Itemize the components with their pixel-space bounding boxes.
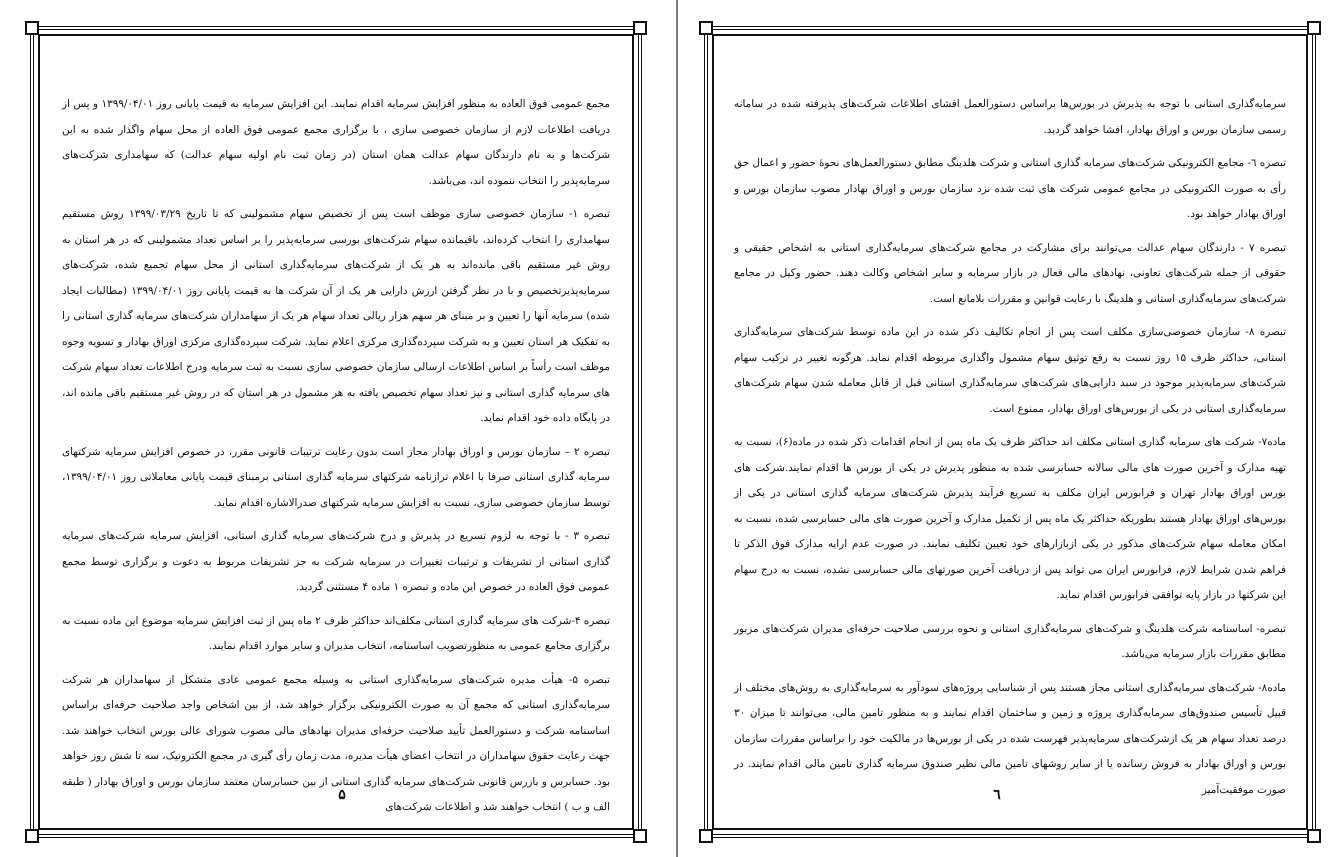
border-corner bbox=[633, 21, 647, 35]
border-corner bbox=[25, 829, 39, 843]
border-corner bbox=[699, 21, 713, 35]
page-number: ۵ bbox=[338, 787, 346, 803]
paragraph: تبصره ۵- هیأت مدیره شرکت‌های سرمایه‌گذاری استانی به وسیله مجمع عمومی عادی متشکل از سهامداران هر شرکت سرمایه‌گذاری استانی که مجمع آن به صورت الکترونیکی برگزار خواهد شد، از بین اشخاص واجد صلاحیت حرفه‌ای براساس اساسنامه شرکت و دستورالعمل تأیید صلاحیت حرفه‌ای مدیران نهادهای مالی مصوب شورای عالی بورس انتخاب خواهند شد. جهت رعایت حقوق سهامداران در انتخاب اعضای هیأت مدیره، مدت زمان رأی گیری در مجمع الکترونیک، سه تا شش روز خواهد بود. حسابرس و بازرس قانونی شرکت‌های سرمایه گذاری استانی از بین حسابرسان معتمد سازمان بورس و اوراق بهادار ( طبقه الف و ب ) انتخاب خواهند شد و اطلاعات شرکت‌های bbox=[62, 673, 610, 813]
border-corner bbox=[1307, 21, 1321, 35]
paragraph: تبصره ۳ - با توجه به لزوم تسریع در پذیرش و درج شرکت‌های سرمایه گذاری استانی، افزایش سرمایه شرکت‌های سرمایه گذاری استانی از تشریفات و ترتیبات تغییرات در سرمایه شرکت به جز تشریفات مربوط به دعوت و برگزاری توسط مجمع عمومی فوق العاده در خصوص این ماده و تبصره ۱ ماده ۴ مستثنی گردید. bbox=[62, 530, 610, 593]
paragraph: تبصره ۱- سازمان خصوصی سازی موظف است پس از تخصیص سهام مشمولینی که تا تاریخ ۱۳۹۹/۰۳/۲۹ روش مستقیم سهامداری را انتخاب کرده‌اند، باقیمانده سهام شرکت‌های بورسی سرمایه‌پذیر را بر اساس تعداد مشمولینی که در هر استان به روش غیر مستقیم باقی مانده‌اند به هر یک از شرکت‌های سرمایه‌گذاری استانی از محل سهام تجمیع شده، شرکت‌های سرمایه‌پذیرتخصیص و با در نظر گرفتن ارزش دارایی هر یک از آن شرکت ها به قیمت پایانی روز ۱۳۹۹/۰۴/۰۱ (مطالبات ایجاد شده) سرمایه آنها را تعیین و بر مبنای هر سهم هزار ریالی تعداد سهام هر یک از سهامداران شرکت‌های سرمایه گذاری استانی را به تفکیک هر استان تعیین و به شرکت سپرده‌گذاری مرکزی اعلام نماید. شرکت سپرده‌گذاری مرکزی اوراق بهادار و تسویه وجوه موظف است رأساً بر اساس اطلاعات ارسالی سازمان خصوصی سازی نسبت به ثبت سرمایه ودرج اطلاعات تعداد سهام شرکت های سرمایه گذاری استانی و نیز تعداد سهام تخصیص یافته به هر مشمول در هر استان که در روش غیر مستقیم باقی مانده اند، در پایگاه داده خود اقدام نماید. bbox=[62, 208, 610, 424]
page-number: ٦ bbox=[993, 787, 1001, 803]
border-corner bbox=[25, 21, 39, 35]
paragraph: تبصره ۷ - دارندگان سهام عدالت می‌توانند برای مشارکت در مجامع شرکت‌های سرمایه‌گذاری استانی به اشخاص حقیقی و حقوقی از جمله شرکت‌های تعاونی، نهادهای مالی فعال در بازار سرمایه و سایر اشخاص وکالت دهند. حضور وکیل در مجامع شرکت‌های سرمایه‌گذاری استانی و هلدینگ با رعایت قوانین و مقررات بلامانع است. bbox=[734, 241, 1286, 305]
right-page-text bbox=[734, 92, 1286, 811]
left-page-text bbox=[62, 92, 610, 829]
paragraph: مجمع عمومی فوق العاده به منظور افزایش سرمایه اقدام نمایند. این افزایش سرمایه به قیمت پایانی روز ۱۳۹۹/۰۴/۰۱ و پس از دریافت اطلاعات لازم از سازمان خصوصی سازی ، با برگزاری مجمع عمومی فوق العاده از محل سهام واگذار شده به این شرکت‌ها و به نام دارندگان سهام عدالت همان استان (در زمان ثبت نام اولیه سهام عدالت) که سهامداری شرکت‌های سرمایه‌پذیر را انتخاب ننموده اند، می‌باشد. bbox=[62, 98, 610, 187]
paragraph: ماده۷- شرکت های سرمایه گذاری استانی مکلف اند حداکثر ظرف یک ماه پس از انجام اقدامات ذکر شده در ماده(۶)، نسبت به تهیه مدارک و آخرین صورت های مالی سالانه حسابرسی شده به منظور پذیرش در یکی از بورس ها اقدام نمایند.شرکت های بورس اوراق بهادار تهران و فرابورس ایران مکلف به تسریع فرآیند پذیرش شرکت‌های سرمایه گذاری استانی در یکی از بورس‌های اوراق بهادار هستند بطوریکه حداکثر یک ماه پس از تکمیل مدارک و آخرین صورت های مالی حسابرسی شده، نسبت به امکان معامله سهام شرکت‌های مذکور در یکی ازبازارهای خود تعیین تکلیف نمایند. در صورت عدم ارایه مدارک فوق الذکر تا فراهم شدن شرایط لازم، فرابورس ایران می تواند پس از دریافت آخرین صورتهای مالی حسابرسی نشده، نسبت به درج سهام این شرکتها در بازار پایه توافقی فرابورس اقدام نماید. bbox=[734, 436, 1286, 601]
paragraph: تبصره ۲ – سازمان بورس و اوراق بهادار مجاز است بدون رعایت ترتیبات قانونی مقرر، در خصوص افزایش سرمایه شرکتهای سرمایه گذاری استانی صرفا با اعلام ترازنامه شرکتهای سرمایه گذاری استانی برمبنای قیمت پایانی معاملاتی روز ۱۳۹۹/۰۴/۰۱، توسط سازمان خصوصی سازی، نسبت به افزایش سرمایه شرکتهای صدرالاشاره اقدام نماید. bbox=[62, 445, 610, 509]
paragraph: تبصره ۸- سازمان خصوصی‌سازی مکلف است پس از انجام تکالیف ذکر شده در این ماده توسط شرکت‌های سرمایه‌گذاری استانی، حداکثر ظرف ۱۵ روز نسبت به رفع توثیق سهام مشمول واگذاری مربوطه اقدام نماید. هرگونه تغییر در ترکیب سهام شرکت‌های سرمایه‌پذیر موجود در سبد دارایی‌های شرکت‌های سرمایه‌گذاری استانی قبل از قابل معامله شدن سهام شرکت‌های سرمایه‌گذاری استانی در یکی از بورس‌های اوراق بهادار، ممنوع است. bbox=[734, 326, 1286, 415]
border-corner bbox=[699, 829, 713, 843]
paragraph: سرمایه‌گذاری استانی با توجه به پذیرش در بورس‌ها براساس دستورالعمل افشای اطلاعات شرکت‌های پذیرفته شده در سامانه رسمی سازمان بورس و اوراق بهادار، افشا خواهد گردید. bbox=[734, 98, 1286, 136]
paragraph: تبصره- اساسنامه شرکت هلدینگ و شرکت‌های سرمایه‌گذاری استانی و نحوه بررسی صلاحیت حرفه‌ای مدیران شرکت‌های مزبور مطابق مقررات بازار سرمایه می‌باشد. bbox=[734, 622, 1286, 660]
paragraph: تبصره ۴-شرکت های سرمایه گذاری استانی مکلف‌اند حداکثر ظرف ۲ ماه پس از ثبت افزایش سرمایه موضوع این ماده نسبت به برگزاری مجامع عمومی به منظورتصویب اساسنامه، انتخاب مدیران و سایر موارد اقدام نمایند. bbox=[62, 614, 610, 652]
border-corner bbox=[633, 829, 647, 843]
paragraph: ماده۸- شرکت‌های سرمایه‌گذاری استانی مجاز هستند پس از شناسایی پروژه‌های سودآور به سرمایه‌گذاری به روش‌های مختلف از قبیل تأسیس صندوق‌های سرمایه‌گذاری پروژه و زمین و ساختمان اقدام نمایند و به منظور تامین مالی، می‌توانند تا میزان ۳۰ درصد تعداد سهام هر یک ازشرکت‌های سرمایه‌پذیر فهرست شده در یکی از بورس‌ها در مالکیت خود را براساس مقررات سازمان بورس و اوراق بهادار به فروش رسانده یا از سایر روشهای تامین مالی نظیر صندوق سرمایه گذاری تامین مالی اقدام نمایند. در صورت موفقیت‌آمیز bbox=[734, 681, 1286, 796]
right-page bbox=[678, 0, 1337, 857]
border-corner bbox=[1307, 829, 1321, 843]
paragraph: تبصره ٦- مجامع الکترونیکی شرکت‌های سرمایه گذاری استانی و شرکت هلدینگ مطابق دستورالعمل‌های نحوهٔ حضور و اعمال حق رأی به صورت الکترونیکی در مجامع عمومی شرکت های ثبت شده نزد سازمان بورس و اوراق بهادار مصوب سازمان بورس و اوراق بهادار خواهد بود. bbox=[734, 157, 1286, 220]
